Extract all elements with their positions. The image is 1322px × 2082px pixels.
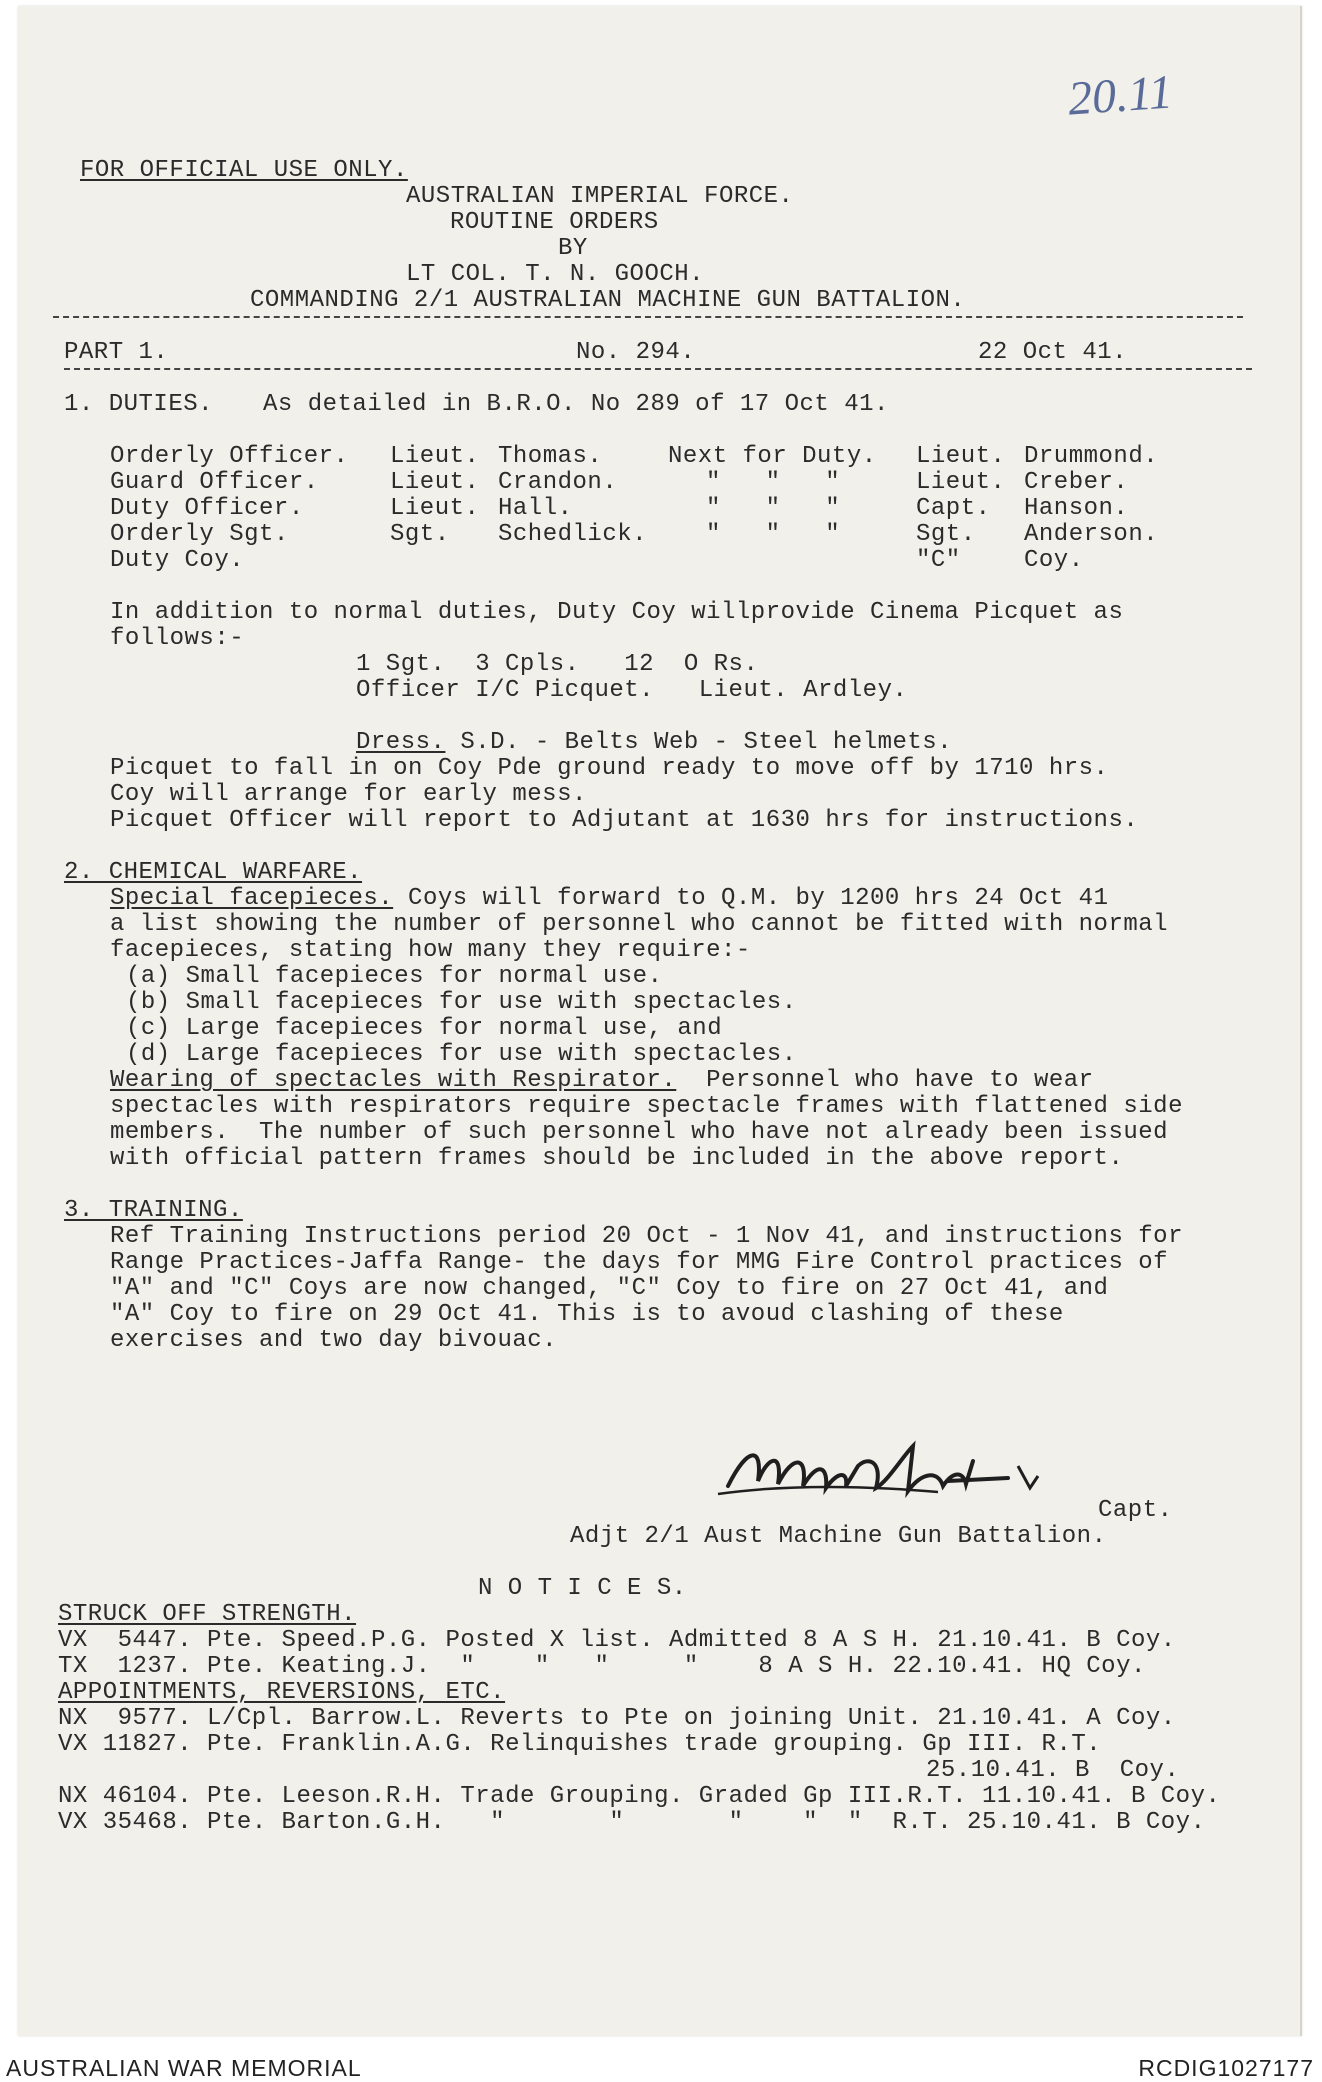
dress-label: Dress. — [356, 729, 446, 756]
dress-line — [356, 730, 952, 756]
signatory-title: Adjt 2/1 Aust Machine Gun Battalion. — [570, 1523, 1107, 1550]
official-use-label: FOR OFFICIAL USE ONLY. — [80, 157, 408, 184]
picquet-line-3: Picquet Officer will report to Adjutant at 1630 hrs for instructions. — [110, 807, 1139, 834]
duties-addition-1: In addition to normal duties, Duty Coy willprovide Cinema Picquet as — [110, 599, 1124, 626]
chem-line-2: a list showing the number of personnel who cannot be fitted with normal — [110, 911, 1169, 938]
header-line-2: ROUTINE ORDERS — [450, 209, 659, 236]
roster-name: Schedlick. — [498, 521, 648, 548]
part-rule — [64, 368, 1252, 370]
roster-next-label: " " " — [706, 495, 841, 522]
struck-off-entry-2: TX 1237. Pte. Keating.J. " " " " 8 A S H. 22.10.41. HQ Coy. — [58, 1653, 1146, 1680]
roster-name: Thomas. — [498, 443, 603, 470]
training-line-3: "A" and "C" Coys are now changed, "C" Coy to fire on 27 Oct 41, and — [110, 1275, 1109, 1302]
spectacles-line-4: with official pattern frames should be included in the above report. — [110, 1145, 1124, 1172]
appointment-entry-1: NX 9577. L/Cpl. Barrow.L. Reverts to Pte on joining Unit. 21.10.41. A Coy. — [58, 1705, 1176, 1732]
appointment-entry-4: VX 35468. Pte. Barton.G.H. " " " " " R.T. 25.10.41. B Coy. — [58, 1809, 1206, 1836]
duties-heading: 1. DUTIES. — [64, 391, 214, 418]
roster-rank: Lieut. — [390, 443, 480, 470]
roster-rank: Sgt. — [390, 521, 450, 548]
roster-role: Orderly Officer. — [110, 443, 349, 470]
training-line-4: "A" Coy to fire on 29 Oct 41. This is to avoud clashing of these — [110, 1301, 1064, 1328]
handwritten-reference: 20.11 — [1066, 65, 1175, 126]
order-number: No. 294. — [576, 339, 696, 366]
header-line-4: LT COL. T. N. GOOCH. — [406, 261, 705, 288]
picquet-composition: 1 Sgt. 3 Cpls. 12 O Rs. — [356, 651, 759, 678]
chem-item-a: (a) Small facepieces for normal use. — [126, 963, 663, 990]
roster-rank: Lieut. — [390, 469, 480, 496]
roster-next-name: Creber. — [1024, 469, 1129, 496]
roster-next-label: " " " — [706, 469, 841, 496]
appointments-heading: APPOINTMENTS, REVERSIONS, ETC. — [58, 1679, 506, 1706]
picquet-line-1: Picquet to fall in on Coy Pde ground ready to move off by 1710 hrs. — [110, 755, 1109, 782]
header-line-3: BY — [558, 235, 588, 262]
roster-next-name: Anderson. — [1024, 521, 1159, 548]
footer-record-id: RCDIG1027177 — [1138, 2055, 1314, 2081]
spectacles-line-2: spectacles with respirators require spectacle frames with flattened side — [110, 1093, 1183, 1120]
picquet-line-2: Coy will arrange for early mess. — [110, 781, 587, 808]
duties-intro: As detailed in B.R.O. No 289 of 17 Oct 41. — [263, 391, 889, 418]
roster-name: Crandon. — [498, 469, 618, 496]
roster-name: Hall. — [498, 495, 573, 522]
chem-item-c: (c) Large facepieces for normal use, and — [126, 1015, 723, 1042]
roster-role: Duty Coy. — [110, 547, 245, 574]
roster-next-name: Drummond. — [1024, 443, 1159, 470]
appointment-entry-3: NX 46104. Pte. Leeson.R.H. Trade Grouping. Graded Gp III.R.T. 11.10.41. B Coy. — [58, 1783, 1221, 1810]
roster-next-label: " " " — [706, 521, 841, 548]
roster-rank: Lieut. — [390, 495, 480, 522]
chem-heading: 2. CHEMICAL WARFARE. — [64, 859, 363, 886]
training-line-5: exercises and two day bivouac. — [110, 1327, 558, 1354]
duties-addition-2: follows:- — [110, 625, 245, 652]
facepieces-text: Coys will forward to Q.M. by 1200 hrs 24 Oct 41 — [393, 885, 1109, 912]
appointment-entry-2-cont: 25.10.41. B Coy. — [926, 1757, 1180, 1784]
roster-next-rank: Lieut. — [916, 469, 1006, 496]
roster-next-rank: "C" — [916, 547, 961, 574]
roster-role: Duty Officer. — [110, 495, 304, 522]
roster-next-name: Coy. — [1024, 547, 1084, 574]
facepieces-label: Special facepieces. — [110, 885, 394, 912]
training-line-2: Range Practices-Jaffa Range- the days for MMG Fire Control practices of — [110, 1249, 1169, 1276]
dress-text: S.D. - Belts Web - Steel helmets. — [445, 729, 953, 756]
footer-archive-name: AUSTRALIAN WAR MEMORIAL — [6, 2055, 362, 2081]
roster-role: Guard Officer. — [110, 469, 319, 496]
training-line-1: Ref Training Instructions period 20 Oct - 1 Nov 41, and instructions for — [110, 1223, 1183, 1250]
struck-off-heading: STRUCK OFF STRENGTH. — [58, 1601, 357, 1628]
spectacles-line — [110, 1068, 1094, 1094]
training-heading: 3. TRAINING. — [64, 1197, 243, 1224]
header-line-1: AUSTRALIAN IMPERIAL FORCE. — [406, 183, 794, 210]
chem-item-d: (d) Large facepieces for use with spectacles. — [126, 1041, 797, 1068]
spectacles-label: Wearing of spectacles with Respirator. — [110, 1067, 677, 1094]
roster-next-rank: Sgt. — [916, 521, 976, 548]
roster-next-label: Next for Duty. — [668, 443, 877, 470]
signatory-rank: Capt. — [1098, 1497, 1173, 1524]
spectacles-text: Personnel who have to wear — [676, 1067, 1094, 1094]
part-label: PART 1. — [64, 339, 169, 366]
roster-next-rank: Capt. — [916, 495, 991, 522]
chem-line-3: facepieces, stating how many they require:- — [110, 937, 751, 964]
appointment-entry-2: VX 11827. Pte. Franklin.A.G. Relinquishes trade grouping. Gp III. R.T. — [58, 1731, 1102, 1758]
order-date: 22 Oct 41. — [978, 339, 1128, 366]
chem-item-b: (b) Small facepieces for use with spectacles. — [126, 989, 797, 1016]
header-rule — [53, 316, 1243, 318]
spectacles-line-3: members. The number of such personnel who have not already been issued — [110, 1119, 1169, 1146]
notices-heading: N O T I C E S. — [478, 1575, 687, 1602]
roster-role: Orderly Sgt. — [110, 521, 289, 548]
picquet-officer: Officer I/C Picquet. Lieut. Ardley. — [356, 677, 908, 704]
roster-next-rank: Lieut. — [916, 443, 1006, 470]
chem-facepieces-line — [110, 886, 1108, 912]
document-page — [18, 6, 1302, 2036]
roster-next-name: Hanson. — [1024, 495, 1129, 522]
handwritten-signature — [708, 1426, 1068, 1516]
struck-off-entry-1: VX 5447. Pte. Speed.P.G. Posted X list. Admitted 8 A S H. 21.10.41. B Coy. — [58, 1627, 1176, 1654]
header-line-5: COMMANDING 2/1 AUSTRALIAN MACHINE GUN BATTALION. — [250, 287, 966, 314]
